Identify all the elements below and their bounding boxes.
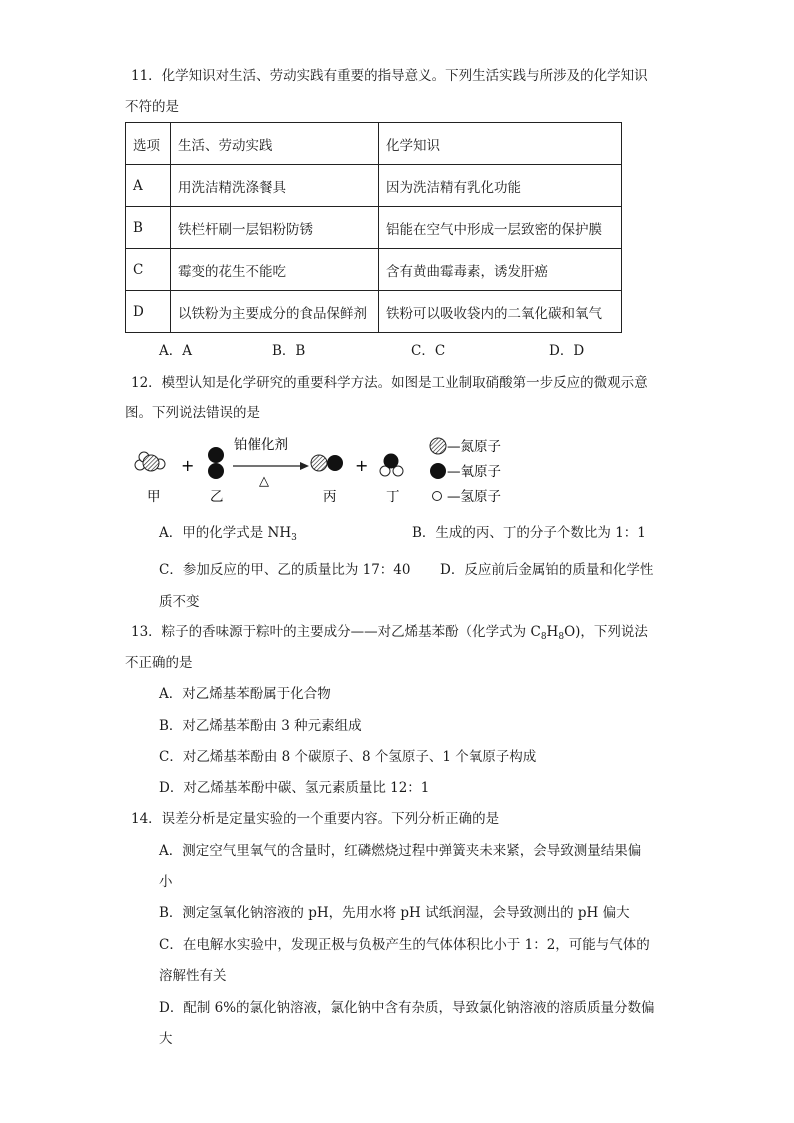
q12-option-a-text: A．甲的化学式是 NH bbox=[159, 525, 292, 541]
q12-option-c: C．参加反应的甲、乙的质量比为 17：40 bbox=[159, 562, 411, 578]
q12-option-d-line1: D．反应前后金属铂的质量和化学性 bbox=[440, 562, 654, 578]
table-header-cell: 生活、劳动实践 bbox=[171, 123, 379, 165]
oxygen-atom-icon bbox=[430, 463, 446, 479]
q14-option-a-line2: 小 bbox=[159, 874, 173, 890]
label-bing: 丙 bbox=[323, 489, 337, 505]
legend-oxygen: —氧原子 bbox=[447, 464, 501, 480]
q11-option-a: A．A bbox=[159, 343, 192, 359]
formula-sub-carbon: 8 bbox=[540, 632, 547, 642]
q13-option-d: D．对乙烯基苯酚中碳、氢元素质量比 12：1 bbox=[159, 780, 430, 796]
table-cell: 用洗洁精洗涤餐具 bbox=[171, 165, 379, 207]
q12-option-d-line2: 质不变 bbox=[159, 594, 200, 610]
reaction-diagram bbox=[130, 432, 530, 512]
table-cell: A bbox=[126, 165, 171, 207]
q11-option-b: B．B bbox=[272, 343, 306, 359]
q11-table bbox=[125, 122, 622, 333]
q13-option-b: B．对乙烯基苯酚由 3 种元素组成 bbox=[159, 718, 362, 734]
table-header-cell: 化学知识 bbox=[379, 123, 622, 165]
label-yi: 乙 bbox=[210, 489, 224, 505]
legend-nitrogen: —氮原子 bbox=[447, 439, 501, 455]
plus-sign-2: + bbox=[355, 456, 369, 475]
plus-sign-1: + bbox=[181, 456, 195, 475]
table-header-cell: 选项 bbox=[126, 123, 171, 165]
table-row bbox=[126, 207, 622, 249]
q13-stem-line1 bbox=[131, 622, 648, 647]
table-row bbox=[126, 165, 622, 207]
q13-stem-pre: 13．粽子的香味源于粽叶的主要成分——对乙烯基苯酚（化学式为 C bbox=[131, 624, 541, 640]
q11-option-c: C．C bbox=[411, 343, 446, 359]
q14-stem: 14．误差分析是定量实验的一个重要内容。下列分析正确的是 bbox=[131, 811, 500, 827]
molecule-yi bbox=[208, 447, 224, 479]
q13-stem-line2: 不正确的是 bbox=[125, 655, 193, 671]
q14-option-c-line2: 溶解性有关 bbox=[159, 968, 227, 984]
table-cell: 因为洗洁精有乳化功能 bbox=[379, 165, 622, 207]
nitrogen-atom-icon bbox=[430, 438, 446, 454]
table-row bbox=[126, 291, 622, 333]
q11-option-d: D．D bbox=[549, 343, 585, 359]
molecule-jia bbox=[135, 452, 165, 471]
condition-heat: △ bbox=[259, 474, 269, 489]
q14-option-c-line1: C．在电解水实验中，发现正极与负极产生的气体体积比小于 1：2，可能与气体的 bbox=[159, 937, 650, 953]
q12-stem-line1: 12．模型认知是化学研究的重要科学方法。如图是工业制取硝酸第一步反应的微观示意 bbox=[131, 375, 648, 391]
legend-hydrogen: —氢原子 bbox=[447, 489, 501, 505]
q12-option-a bbox=[159, 523, 297, 548]
q12-stem-line2: 图。下列说法错误的是 bbox=[125, 405, 260, 421]
table-row bbox=[126, 249, 622, 291]
q11-stem-line2: 不符的是 bbox=[125, 99, 179, 115]
molecule-bing bbox=[311, 455, 343, 471]
formula-sub-hydrogen: 8 bbox=[558, 632, 565, 642]
table-cell: 铝能在空气中形成一层致密的保护膜 bbox=[379, 207, 622, 249]
q12-option-b: B．生成的丙、丁的分子个数比为 1：1 bbox=[412, 525, 646, 541]
q13-option-c: C．对乙烯基苯酚由 8 个碳原子、8 个氢原子、1 个氧原子构成 bbox=[159, 749, 537, 765]
table-cell: 含有黄曲霉毒素，诱发肝癌 bbox=[379, 249, 622, 291]
q14-option-a-line1: A．测定空气里氧气的含量时，红磷燃烧过程中弹簧夹未来紧，会导致测量结果偏 bbox=[159, 843, 642, 859]
formula-hydrogen: H bbox=[546, 624, 559, 640]
table-header-row bbox=[126, 123, 622, 165]
table-cell: D bbox=[126, 291, 171, 333]
arrow-head-icon bbox=[300, 462, 309, 470]
legend bbox=[430, 438, 501, 505]
table-cell: 以铁粉为主要成分的食品保鲜剂 bbox=[171, 291, 379, 333]
hydrogen-atom-icon bbox=[433, 492, 442, 501]
q14-option-d-line1: D．配制 6%的氯化钠溶液，氯化钠中含有杂质，导致氯化钠溶液的溶质质量分数偏 bbox=[159, 1000, 655, 1016]
arrow-label-catalyst: 铂催化剂 bbox=[234, 437, 288, 453]
table-cell: 铁栏杆刷一层铝粉防锈 bbox=[171, 207, 379, 249]
molecule-ding bbox=[380, 454, 403, 477]
q13-option-a: A．对乙烯基苯酚属于化合物 bbox=[159, 686, 331, 702]
q14-option-d-line2: 大 bbox=[159, 1031, 173, 1047]
q14-option-b: B．测定氢氧化钠溶液的 pH，先用水将 pH 试纸润湿，会导致测出的 pH 偏大 bbox=[159, 905, 630, 921]
label-jia: 甲 bbox=[147, 489, 161, 505]
table-cell: 铁粉可以吸收袋内的二氧化碳和氧气 bbox=[379, 291, 622, 333]
label-ding: 丁 bbox=[386, 489, 400, 505]
q12-option-a-subscript: 3 bbox=[291, 533, 297, 543]
q11-stem-line1: 11．化学知识对生活、劳动实践有重要的指导意义。下列生活实践与所涉及的化学知识 bbox=[131, 68, 648, 84]
table-cell: 霉变的花生不能吃 bbox=[171, 249, 379, 291]
q13-stem-post: O)，下列说法 bbox=[564, 624, 648, 640]
table-cell: B bbox=[126, 207, 171, 249]
table-cell: C bbox=[126, 249, 171, 291]
